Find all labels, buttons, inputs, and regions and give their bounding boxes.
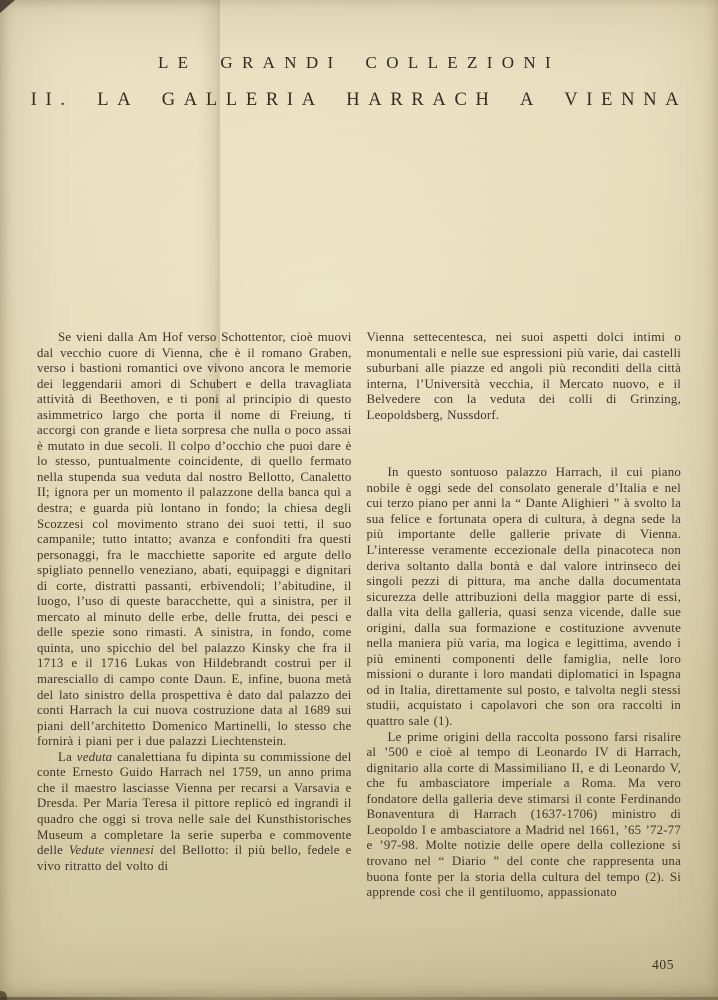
text-segment: del Bellotto: il più bello, fedele e vivo ritratto del volto di bbox=[37, 843, 352, 873]
series-title: LE GRANDI COLLEZIONI bbox=[157, 53, 561, 72]
text-segment: In questo sontuoso palazzo Harrach, il cui piano nobile è oggi sede del consolato generale d’Italia e nel cui terzo piano per anni la “ Dante Alighieri ” à svolto la sua felice e fortunata opera di cultura, à degna sede la più importante delle gallerie private di Vienna. L’interesse veramente eccezionale della pinacoteca non deriva soltanto dalla bontà e dal valore intrinseco dei singoli pezzi di pittura, ma anche dalla documentata sicurezza delle attribuzioni della maggior parte di essi, dalla vita della galleria, quasi senza vicende, dalle sue origini, dalla sua formazione e costituzione avvenute nella maniera più varia, ma logica e legittima, avendo i più eminenti componenti delle famiglia, nelle loro missioni o durante i loro mandati diplomatici in Ispagna od in Italia, direttamente sul posto, e talvolta negli stessi studii, acquistato i capolavori che son ora raccolti in quattro sale (1). bbox=[366, 465, 681, 729]
italic-text-segment: veduta bbox=[76, 749, 113, 764]
text-segment: Se vieni dalla Am Hof verso Schottentor, cioè muovi dal vecchio cuore di Vienna, che è il romano Graben, verso i bastioni romantici ove vivono ancora le memorie dei leggendarii amori di Schubert e della travagliata attività di Beethoven, e ti poni al principio di questo asimmetrico largo che porta il nome di Freiung, ti accorgi con grande e lieta sorpresa che nulla o poco assai è mutato in due secoli. Il colpo d’occhio che puoi dare è lo stesso, puntualmente coincidente, di quello fermato nella stupenda sua veduta dal nostro Bellotto, Canaletto II; ignora per un momento il palazzone della banca quì a destra; e guarda più lontano in fondo; la chiesa degli Scozzesi col movimento strano dei suoi tetti, il suo campanile; tutto intatto; avanza e confonditi fra questi personaggi, fra le macchiette saporite ed argute dello spigliato pennello veneziano, abati, equipaggi e dignitari di corte, distratti passanti, erbivendoli; l’abitudine, il luogo, l’uso di queste baracchette, quì a sinistra, per il mercato al minuto delle erbe, delle frutta, dei pesci e delle spezie sono rimasti. A sinistra, in fondo, come quinta, uno spicchio del bel palazzo Kinsky che fra il 1713 e il 1716 Lukas von Hildebrandt costruì per il maresciallo di campo conte Daun. E, infine, buona metà del lato sinistro della prospettiva è dato dal palazzo dei conti Harrach la cui nuova costruzione data al 1689 sui piani dell’architetto Domenico Martinelli, lo stesso che fornirà i piani per i due palazzi Liechtenstein. bbox=[37, 330, 352, 749]
page-number: 405 bbox=[652, 957, 674, 972]
text-segment: La bbox=[58, 749, 77, 764]
article-title: II. LA GALLERIA HARRACH A VIENNA bbox=[30, 90, 688, 110]
article-body bbox=[37, 330, 681, 901]
text-segment: Vienna settecentesca, nei suoi aspetti dolci intimi o monumentali e nelle sue espressioni più varie, dai castelli suburbani alle piazze ed angoli più reconditi della città interna, l’Università vecchia, il Mercato nuovo, e il Belvedere con la veduta dei colli di Grinzing, Leopoldsberg, Nussdorf. bbox=[366, 330, 681, 422]
page-corner-defect-top-left bbox=[0, 0, 15, 13]
paragraph bbox=[367, 465, 682, 729]
paragraph bbox=[367, 730, 682, 901]
text-segment: Le prime origini della raccolta possono farsi risalire al ’500 e cioè al tempo di Leonardo IV di Harrach, dignitario alla corte di Massimiliano II, e di Leonardo V, che fu ambasciatore imperiale a Roma. Ma vero fondatore della galleria deve stimarsi il conte Ferdinando Bonaventura di Harrach (1637-1706) ministro di Leopoldo I e ambasciatore a Madrid nel 1661, ’65 ’72-77 e ’97-98. Molte notizie delle opere della collezione si trovano nel “ Diario ” del conte che rappresenta una buona fonte per la storia della cultura del tempo (2). Si apprende così che il gentiluomo, appassionato bbox=[366, 729, 681, 900]
italic-text-segment: Vedute viennesi bbox=[68, 843, 155, 858]
paragraph bbox=[367, 330, 682, 423]
right-text-column bbox=[367, 330, 682, 901]
paragraph bbox=[37, 750, 352, 874]
left-text-column bbox=[37, 330, 352, 901]
text-segment: canalettiana fu dipinta su commissione del conte Ernesto Guido Harrach nel 1759, un anno prima che il maestro lasciasse Vienna per recarsi a Varsavia e Dresda. Per Maria Teresa il pittore replicò ed ingrandì il quadro che oggi si trova nelle sale del Kunsthistorisches Museum a completare la serie superba e commovente delle bbox=[37, 749, 352, 858]
page-header bbox=[0, 0, 718, 111]
paragraph bbox=[37, 330, 352, 750]
